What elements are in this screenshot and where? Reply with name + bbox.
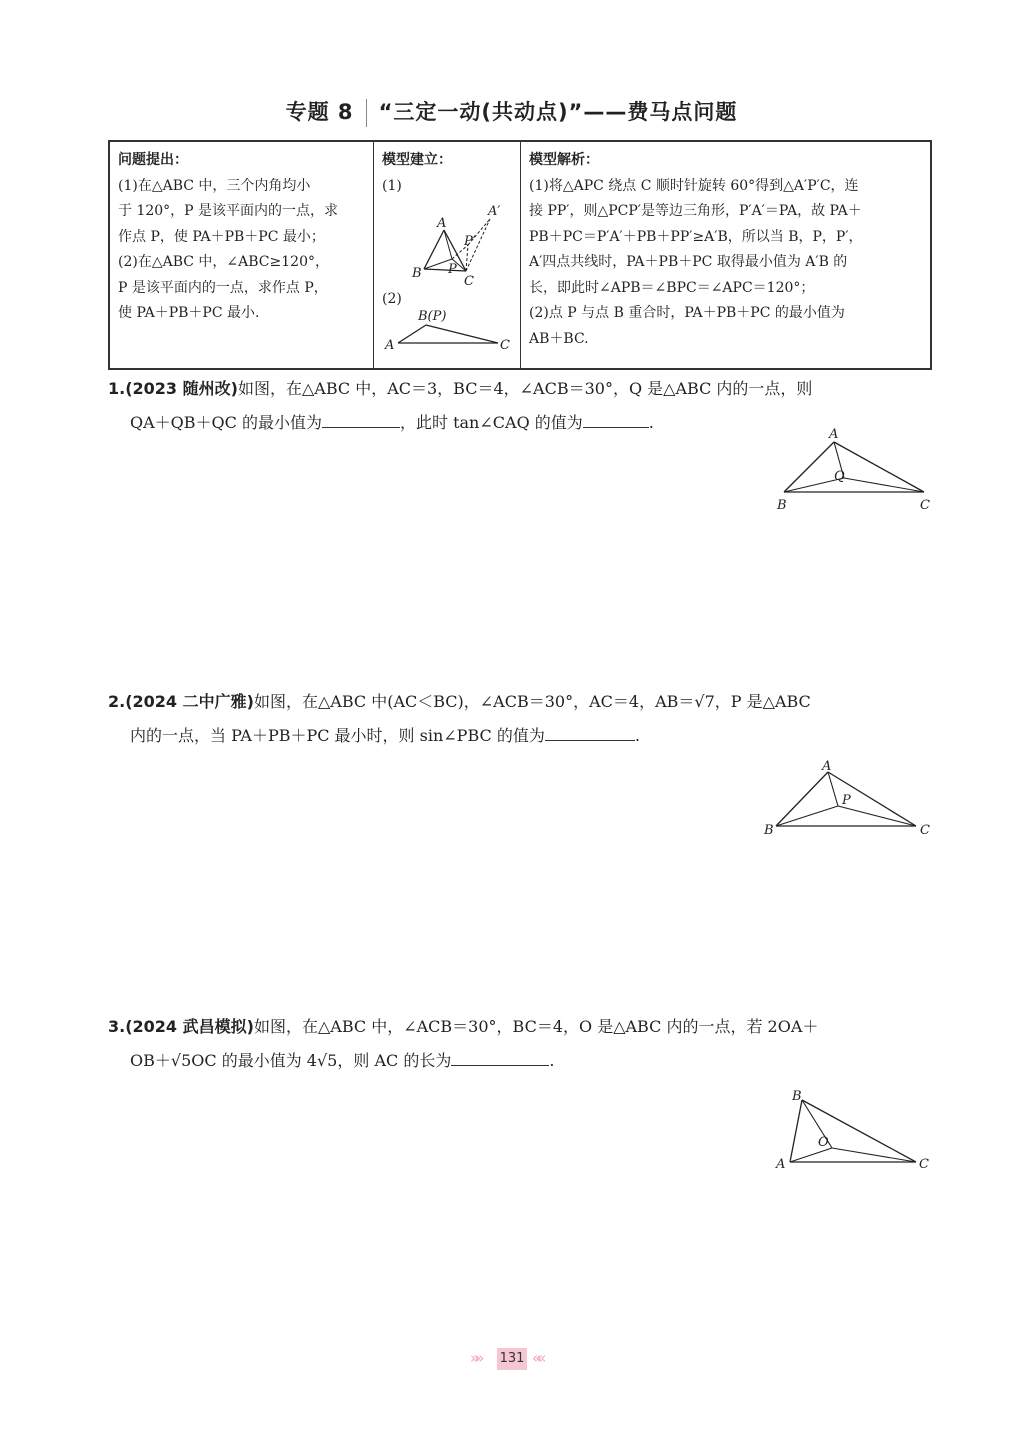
question-text: 如图，在△ABC 中，∠ACB＝30°，BC＝4，O 是△ABC 内的一点，若 2OA＋ [253, 1017, 819, 1036]
question-text: ，此时 tan∠CAQ 的值为 [400, 413, 583, 432]
q1-label-a: A [829, 427, 839, 442]
title-divider [366, 99, 367, 127]
question-source: (2024 二中广雅) [125, 692, 254, 711]
question-number: 3. [108, 1017, 126, 1036]
q1-label-b: B [777, 498, 787, 513]
problem-line: (2)在△ABC 中，∠ABC≥120°， [118, 254, 329, 270]
analysis-line: 接 PP′，则△PCP′是等边三角形，P′A′＝PA，故 PA＋ [529, 203, 862, 219]
fig2-label-c: C [500, 337, 510, 353]
question-3 [108, 1010, 938, 1078]
problem-line: 作点 P，使 PA＋PB＋PC 最小； [118, 228, 325, 245]
analysis-line: (1)将△APC 绕点 C 顺时针旋转 60°得到△A′P′C，连 [529, 177, 859, 194]
problem-statement-header: 问题提出： [118, 152, 188, 168]
question-2-figure [758, 756, 938, 840]
fig2-label-a: A [385, 337, 395, 353]
chevron-left-double-icon: «« [532, 1349, 543, 1367]
fig1-label-p: P [448, 262, 457, 277]
q3-label-b: B [792, 1089, 802, 1104]
q2-label-c: C [920, 823, 930, 838]
model-building-cell [374, 141, 521, 369]
answer-blank-1[interactable] [451, 1047, 549, 1066]
fig1-label-b: B [412, 266, 422, 281]
problem-line: 于 120°，P 是该平面内的一点，求 [118, 203, 339, 219]
page-number-badge [460, 1348, 564, 1370]
problem-statement-cell [109, 141, 374, 369]
sqrt-value: √7 [694, 692, 715, 711]
question-text: 内的一点，当 PA＋PB＋PC 最小时，则 sin∠PBC 的值为 [130, 726, 545, 745]
question-text: 如图，在△ABC 中，AC＝3，BC＝4，∠ACB＝30°，Q 是△ABC 内的一点，则 [237, 379, 813, 398]
question-text: QA＋QB＋QC 的最小值为 [130, 413, 322, 432]
model-analysis-cell [521, 141, 932, 369]
question-text: . [634, 726, 640, 745]
model-table [108, 140, 932, 370]
chevron-right-double-icon: »» [470, 1349, 481, 1367]
question-number: 1. [108, 379, 126, 398]
question-1-figure [770, 422, 940, 518]
case-1-label: (1) [382, 177, 402, 194]
analysis-line: 长，即此时∠APB＝∠BPC＝∠APC＝120°； [529, 279, 815, 296]
sqrt-value: √5 [170, 1051, 192, 1070]
answer-blank-1[interactable] [545, 722, 635, 741]
q2-label-p: P [842, 793, 851, 808]
title-topic-name: “三定一动(共动点)”——费马点问题 [378, 100, 738, 124]
analysis-line: AB＋BC. [529, 330, 589, 347]
question-text: OB＋ [130, 1051, 171, 1070]
analysis-line: (2)点 P 与点 B 重合时，PA＋PB＋PC 的最小值为 [529, 305, 845, 321]
page-title [0, 96, 1023, 127]
fig1-label-a-prime: A′ [488, 204, 501, 219]
answer-blank-1[interactable] [322, 409, 400, 428]
question-number: 2. [108, 692, 126, 711]
title-topic-number: 专题 8 [285, 100, 354, 124]
q1-label-c: C [920, 498, 930, 513]
model-building-header: 模型建立： [382, 152, 452, 168]
question-text: 如图，在△ABC 中(AC＜BC)，∠ACB＝30°，AC＝4，AB＝ [253, 692, 695, 711]
question-text: ，则 AC 的长为 [337, 1051, 452, 1070]
q2-label-a: A [822, 759, 832, 774]
q3-label-a: A [776, 1157, 786, 1172]
model-analysis-header: 模型解析： [529, 152, 599, 168]
fermat-model-figure-1 [382, 195, 512, 287]
question-text: . [549, 1051, 555, 1070]
question-source: (2024 武昌模拟) [125, 1017, 254, 1036]
question-2 [108, 685, 938, 753]
q3-label-c: C [919, 1157, 929, 1172]
question-source: (2023 随州改) [125, 379, 238, 398]
question-text: . [648, 413, 654, 432]
q2-label-b: B [764, 823, 774, 838]
question-text: OC 的最小值为 4 [191, 1051, 317, 1070]
q3-label-o: O [818, 1135, 829, 1150]
case-2-label: (2) [382, 291, 402, 307]
fig2-label-bp: B(P) [418, 308, 447, 324]
fig1-label-p-prime: P′ [464, 234, 476, 249]
problem-line: P 是该平面内的一点，求作点 P， [118, 279, 328, 296]
answer-blank-2[interactable] [583, 409, 649, 428]
analysis-line: PB＋PC＝P′A′＋PB＋PP′≥A′B，所以当 B，P，P′， [529, 228, 863, 245]
fig1-label-c: C [464, 274, 474, 287]
problem-line: (1)在△ABC 中，三个内角均小 [118, 177, 311, 194]
problem-line: 使 PA＋PB＋PC 最小. [118, 305, 260, 321]
fermat-model-figure-2 [382, 307, 512, 355]
question-text: ，P 是△ABC [714, 692, 811, 711]
analysis-line: A′四点共线时，PA＋PB＋PC 取得最小值为 A′B 的 [529, 254, 848, 270]
sqrt-value: √5 [316, 1051, 338, 1070]
page-number: 131 [497, 1348, 527, 1370]
question-3-figure [770, 1086, 940, 1176]
fig1-label-a: A [437, 216, 447, 231]
q1-label-q: Q [834, 469, 845, 484]
